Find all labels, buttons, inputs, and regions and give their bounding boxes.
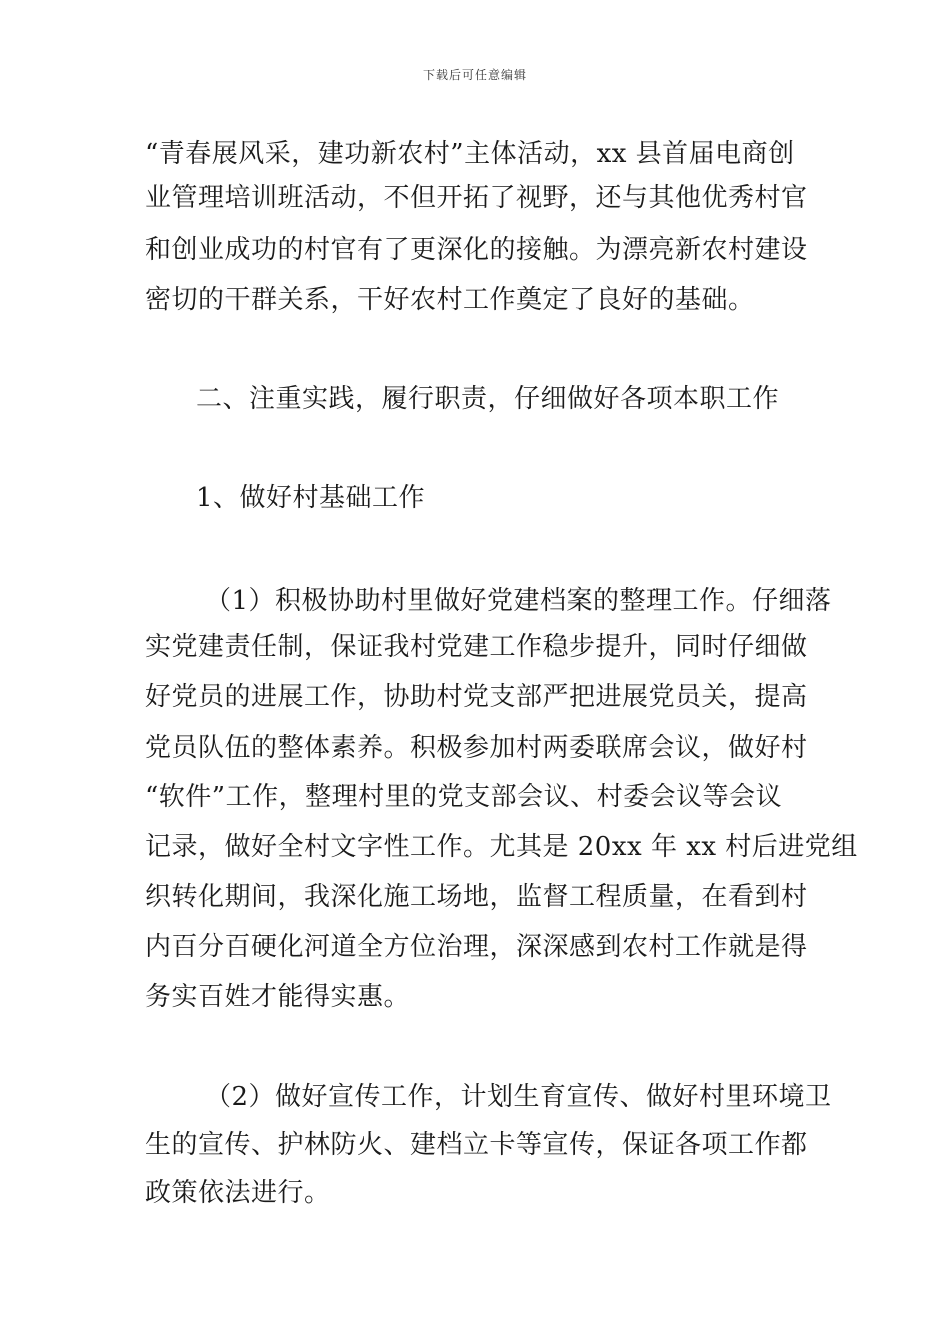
paragraph-line: 生的宣传、护林防火、建档立卡等宣传，保证各项工作都 [145,1130,808,1160]
paragraph-line: 政策依法进行。 [145,1178,331,1208]
paragraph-line: 实党建责任制，保证我村党建工作稳步提升，同时仔细做 [145,632,808,662]
paragraph-line: 务实百姓才能得实惠。 [145,982,411,1012]
paragraph-line: 内百分百硬化河道全方位治理，深深感到农村工作就是得 [145,932,808,962]
paragraph-line: “青春展风采，建功新农村”主体活动，xx 县首届电商创 [145,139,795,169]
paragraph-line: 织转化期间，我深化施工场地，监督工程质量，在看到村 [145,882,808,912]
paragraph-line: 好党员的进展工作，协助村党支部严把进展党员关，提高 [145,682,808,712]
subsection-heading: 1、做好村基础工作 [196,483,426,513]
paragraph-line: 记录，做好全村文字性工作。尤其是 20xx 年 xx 村后进党组 [145,832,858,862]
paragraph-line: （1）积极协助村里做好党建档案的整理工作。仔细落 [205,586,832,616]
paragraph-line: 和创业成功的村官有了更深化的接触。为漂亮新农村建设 [145,235,808,265]
header-note: 下载后可任意编辑 [422,68,527,82]
section-heading: 二、注重实践，履行职责，仔细做好各项本职工作 [196,384,780,414]
paragraph-line: 党员队伍的整体素养。积极参加村两委联席会议，做好村 [145,733,808,763]
paragraph-line: （2）做好宣传工作，计划生育宣传、做好村里环境卫 [205,1082,832,1112]
paragraph-line: 密切的干群关系，干好农村工作奠定了良好的基础。 [145,285,755,315]
paragraph-line: 业管理培训班活动，不但开拓了视野，还与其他优秀村官 [145,183,808,213]
paragraph-line: “软件”工作，整理村里的党支部会议、村委会议等会议 [145,782,783,812]
